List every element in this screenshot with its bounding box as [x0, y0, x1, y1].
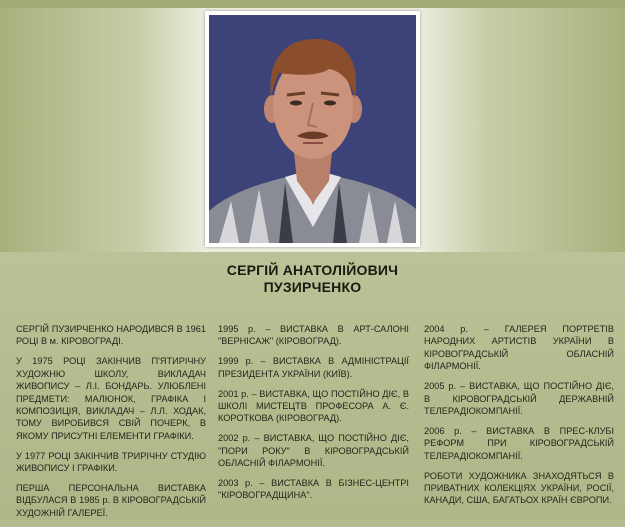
portrait-photo [209, 15, 416, 243]
portrait-frame [205, 11, 420, 247]
exhibition-entry: 2006 р. – ВИСТАВКА В ПРЕС-КЛУБІ РЕФОРМ ПРИ КІРОВОГРАДСЬКІЙ ТЕЛЕРАДІОКОМПАНІЇ. [424, 425, 614, 461]
exhibition-entry: 2003 р. – ВИСТАВКА В БІЗНЕС-ЦЕНТРІ "КІРОВОГРАДЩИНА". [218, 478, 409, 501]
bio-paragraph: СЕРГІЙ ПУЗИРЧЕНКО НАРОДИВСЯ В 1961 РОЦІ В м. КІРОВОГРАДІ. [16, 324, 206, 347]
artist-name [0, 262, 625, 296]
exhibition-entry: 2001 р. – ВИСТАВКА, ЩО ПОСТІЙНО ДІЄ, В ШКОЛІ МИСТЕЦТВ ПРОФЕСОРА А. Є. КОРОТКОВА (КІРОВОГРАД). [218, 388, 409, 424]
top-strip [0, 0, 625, 8]
bio-column-2 [218, 323, 409, 509]
bio-paragraph: У 1977 РОЦІ ЗАКІНЧИВ ТРИРІЧНУ СТУДІЮ ЖИВОПИСУ І ГРАФІКИ. [16, 450, 206, 474]
artist-name-line2: ПУЗИРЧЕНКО [263, 279, 362, 295]
exhibition-entry: 2002 р. – ВИСТАВКА, ЩО ПОСТІЙНО ДІЄ, "ПОРИ РОКУ" В КІРОВОГРАДСЬКІЙ ОБЛАСНІЙ ФІЛАРМОНІЇ. [218, 433, 409, 469]
collections-paragraph: РОБОТИ ХУДОЖНИКА ЗНАХОДЯТЬСЯ В ПРИВАТНИХ КОЛЕКЦІЯХ УКРАЇНИ, РОСІЇ, КАНАДИ, США, БАГАТЬОХ КРАЇН ЄВРОПИ. [424, 470, 614, 506]
exhibition-entry: 1999 р. – ВИСТАВКА В АДМІНІСТРАЦІЇ ПРЕЗИДЕНТА УКРАЇНИ (КИЇВ). [218, 356, 409, 379]
exhibition-entry: 1995 р. – ВИСТАВКА В АРТ-САЛОНІ "ВЕРНІСАЖ" (КІРОВОГРАД). [218, 324, 409, 347]
artist-name-line1: СЕРГІЙ АНАТОЛІЙОВИЧ [226, 262, 399, 278]
exhibition-entry: 2005 р. – ВИСТАВКА, ЩО ПОСТІЙНО ДІЄ, В КІРОВОГРАДСЬКІЙ ДЕРЖАВНІЙ ТЕЛЕРАДІОКОМПАНІЇ. [424, 381, 614, 416]
portrait-illustration [209, 15, 416, 243]
bio-paragraph: ПЕРША ПЕРСОНАЛЬНА ВИСТАВКА ВІДБУЛАСЯ В 1985 р. В КІРОВОГРАДСЬКІЙ ХУДОЖНІЙ ГАЛЕРЕЇ. [16, 482, 206, 518]
bio-column-3 [424, 323, 614, 514]
exhibition-entry: 2004 р. – ГАЛЕРЕЯ ПОРТРЕТІВ НАРОДНИХ АРТИСТІВ УКРАЇНИ В КІРОВОГРАДСЬКІЙ ОБЛАСНІЙ ФІЛАРМОНІЇ. [424, 324, 614, 372]
bio-column-1 [16, 323, 206, 527]
bio-paragraph: У 1975 РОЦІ ЗАКІНЧИВ П'ЯТИРІЧНУ ХУДОЖНЮ ШКОЛУ, ВИКЛАДАЧ ЖИВОПИСУ – Л.І. БОНДАРЬ. УЛЮБЛЕНІ ПРЕДМЕТИ: МАЛЮНОК, ГРАФІКА І КОМПОЗИЦІЯ, ВИКЛАДАЧ – Л.Л. ХОДАК, ТОМУ ВИРОБИВСЯ СВІЙ ПОЧЕРК, В ЯКОМУ ПРИСУТНІ ЕЛЕМЕНТИ ГРАФІКИ. [16, 356, 206, 441]
